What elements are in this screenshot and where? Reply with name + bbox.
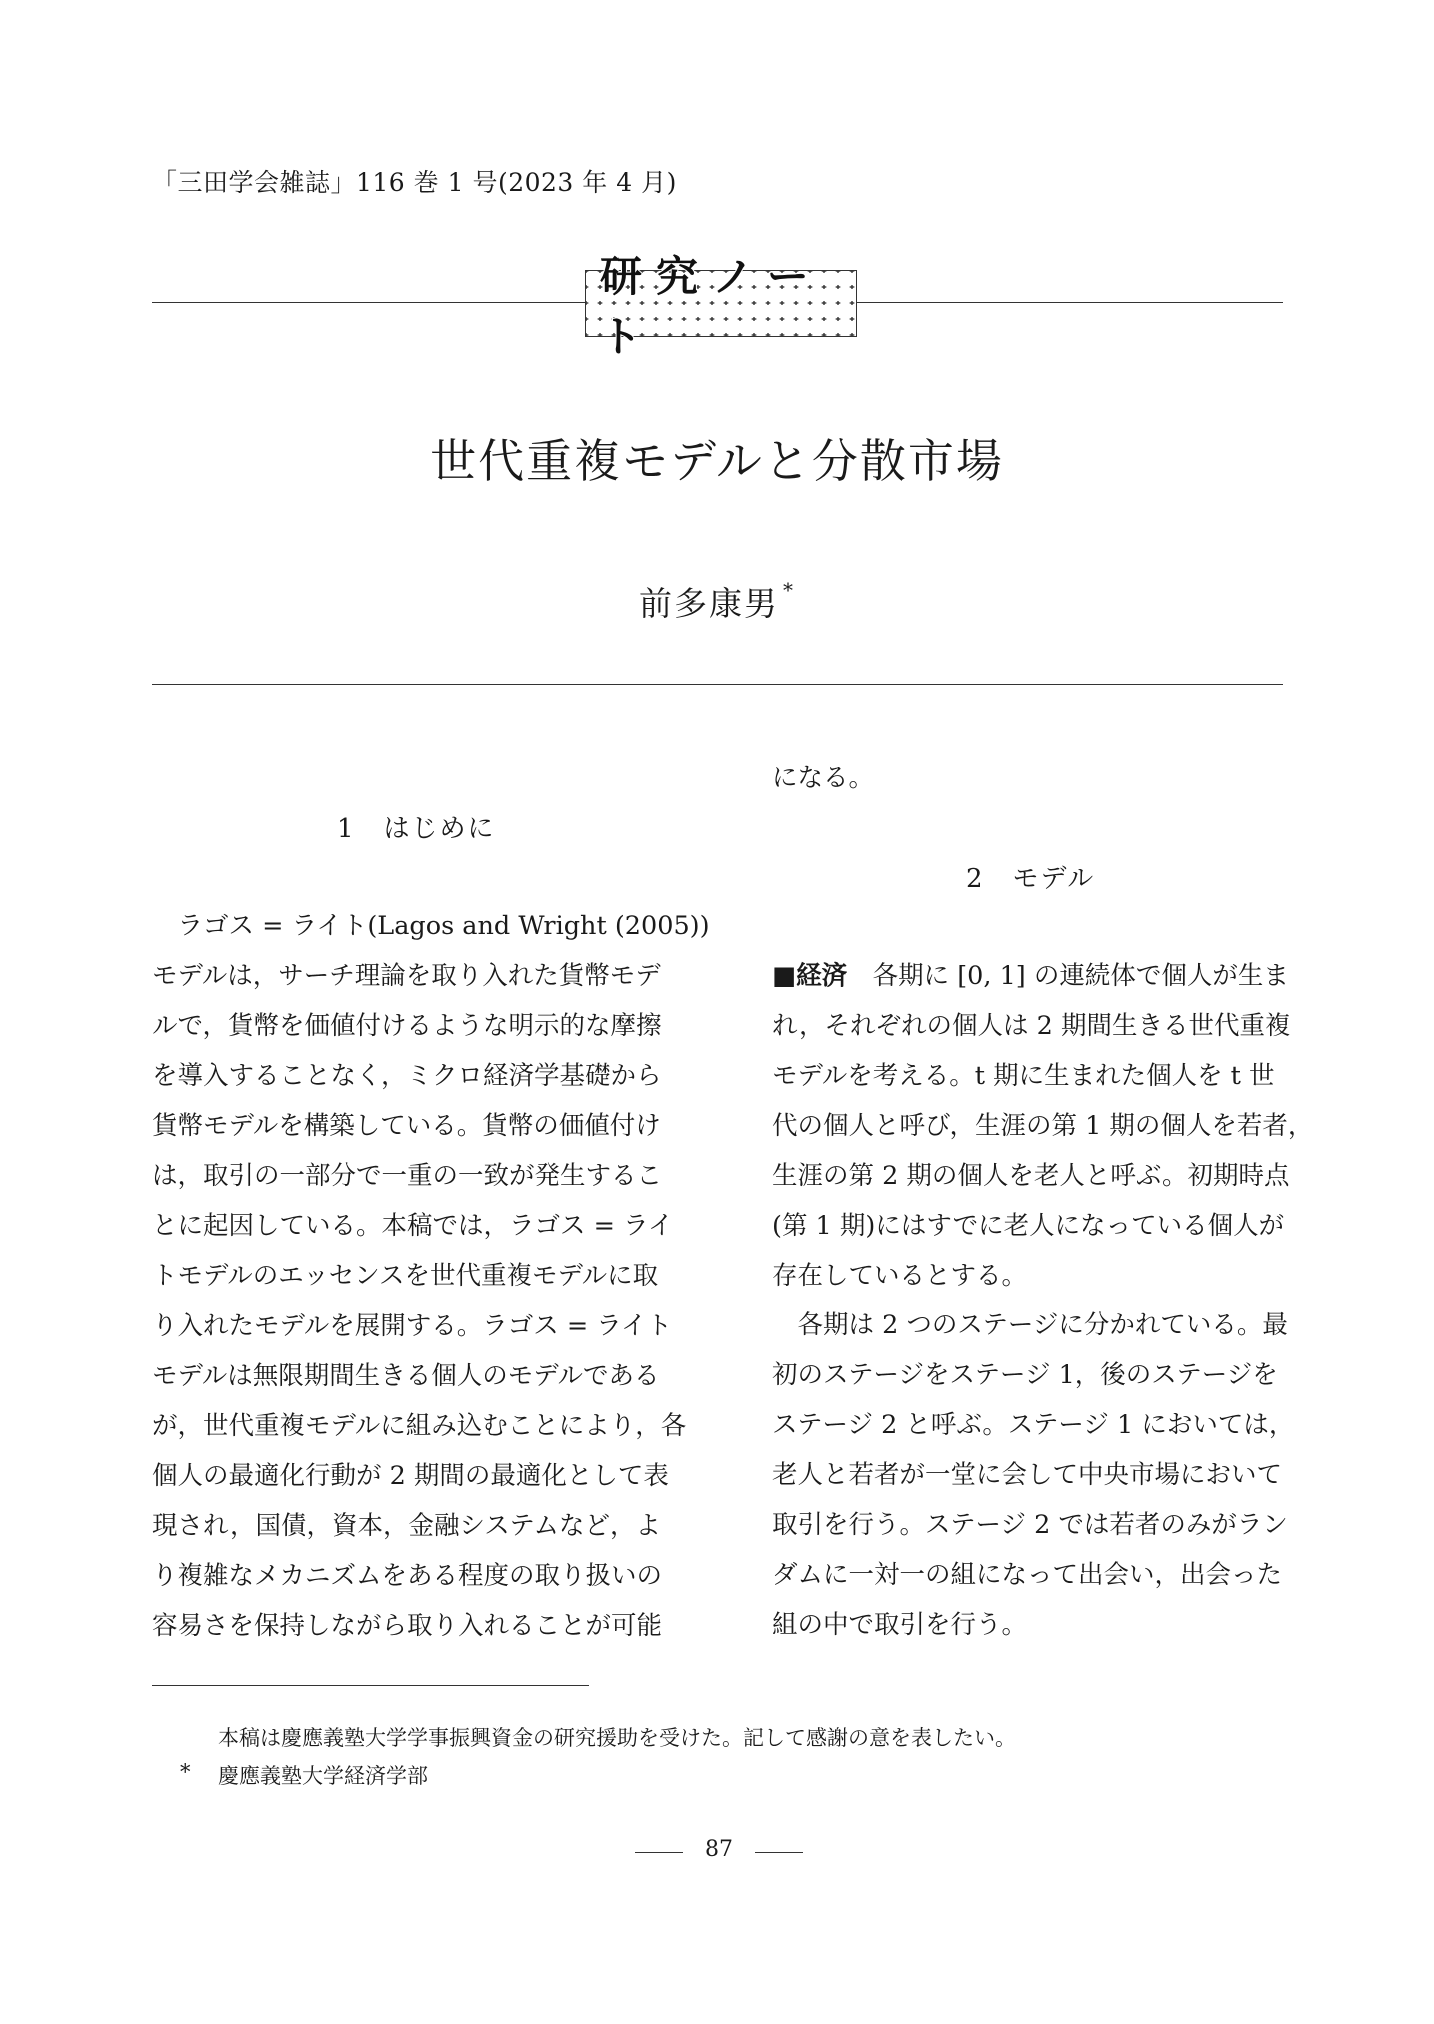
page-number-dash-right [755, 1852, 803, 1853]
text-line: り入れたモデルを展開する。ラゴス = ライト [152, 1311, 673, 1341]
acknowledgment-footnote: 本稿は慶應義塾大学学事振興資金の研究援助を受けた。記して感謝の意を表したい。 [218, 1726, 1016, 1750]
research-note-label: 研究ノート [600, 251, 823, 361]
economy-marker: ■経済 [772, 961, 848, 991]
left-column-text [152, 901, 710, 1651]
text-line: ダムに一対一の組になって出会い，出会った [772, 1560, 1283, 1590]
page-number-dash-left [635, 1852, 683, 1853]
affiliation-footnote: 慶應義塾大学経済学部 [218, 1764, 428, 1788]
stages-paragraph [772, 1300, 1295, 1650]
right-column-continuation: になる。 [772, 763, 875, 793]
research-note-badge [585, 251, 857, 361]
text-line: が，世代重複モデルに組み込むことにより，各 [152, 1411, 687, 1441]
economy-first-line [772, 951, 1292, 1001]
author-name: 前多康男 [639, 584, 779, 623]
text-line: 代の個人と呼び，生涯の第 1 期の個人を若者， [772, 1111, 1314, 1141]
text-line: 現され，国債，資本，金融システムなど，よ [152, 1511, 661, 1541]
text-line: 老人と若者が一堂に会して中央市場において [772, 1460, 1283, 1490]
text-line: 各期は 2 つのステージに分かれている。最 [772, 1310, 1288, 1340]
text-line: 取引を行う。ステージ 2 では若者のみがラン [772, 1510, 1288, 1540]
title-rule [152, 684, 1283, 685]
text-line: とに起因している。本稿では，ラゴス = ライ [152, 1211, 674, 1241]
text-line: モデルは無限期間生きる個人のモデルである [152, 1361, 660, 1391]
author-line [0, 578, 1434, 625]
text-line: 初のステージをステージ 1，後のステージを [772, 1360, 1278, 1390]
text-line: トモデルのエッセンスを世代重複モデルに取 [152, 1261, 659, 1291]
page-number: 87 [705, 1837, 733, 1862]
header-rule-left [152, 302, 585, 303]
journal-header: 「三田学会雑誌」116 巻 1 号(2023 年 4 月) [152, 168, 677, 197]
text-line: り複雑なメカニズムをある程度の取り扱いの [152, 1561, 663, 1591]
text-line: ルで，貨幣を価値付けるような明示的な摩擦 [152, 1011, 662, 1041]
text-line: モデルを考える。t 期に生まれた個人を t 世 [772, 1061, 1275, 1091]
text-line: 貨幣モデルを構築している。貨幣の価値付け [152, 1111, 661, 1141]
text-line: ラゴス = ライト(Lagos and Wright (2005)) [152, 911, 710, 941]
text-line: 個人の最適化行動が 2 期間の最適化として表 [152, 1461, 669, 1491]
affiliation-footnote-mark: * [180, 1760, 191, 1784]
section-1-heading: 1 はじめに [337, 814, 496, 844]
text-line: 容易さを保持しながら取り入れることが可能 [152, 1611, 663, 1641]
economy-lines [772, 1001, 1314, 1301]
economy-paragraph [772, 951, 1314, 1301]
paper-title: 世代重複モデルと分散市場 [430, 434, 1004, 488]
text-line: 存在しているとする。 [772, 1261, 1028, 1291]
economy-first-line-text: 各期に [0, 1] の連続体で個人が生ま [847, 961, 1289, 991]
header-rule-right [855, 302, 1283, 303]
text-line: を導入することなく，ミクロ経済学基礎から [152, 1061, 662, 1091]
text-line: ステージ 2 と呼ぶ。ステージ 1 においては， [772, 1410, 1295, 1440]
text-line: れ，それぞれの個人は 2 期間生きる世代重複 [772, 1011, 1291, 1041]
author-footnote-mark: * [783, 578, 795, 602]
text-line: 生涯の第 2 期の個人を老人と呼ぶ。初期時点 [772, 1161, 1290, 1191]
text-line: は，取引の一部分で一重の一致が発生するこ [152, 1161, 663, 1191]
section-2-heading: 2 モデル [966, 864, 1096, 894]
footnote-rule [152, 1685, 589, 1686]
text-line: (第 1 期)にはすでに老人になっている個人が [772, 1211, 1285, 1241]
text-line: モデルは，サーチ理論を取り入れた貨幣モデ [152, 961, 661, 991]
text-line: 組の中で取引を行う。 [772, 1610, 1028, 1640]
